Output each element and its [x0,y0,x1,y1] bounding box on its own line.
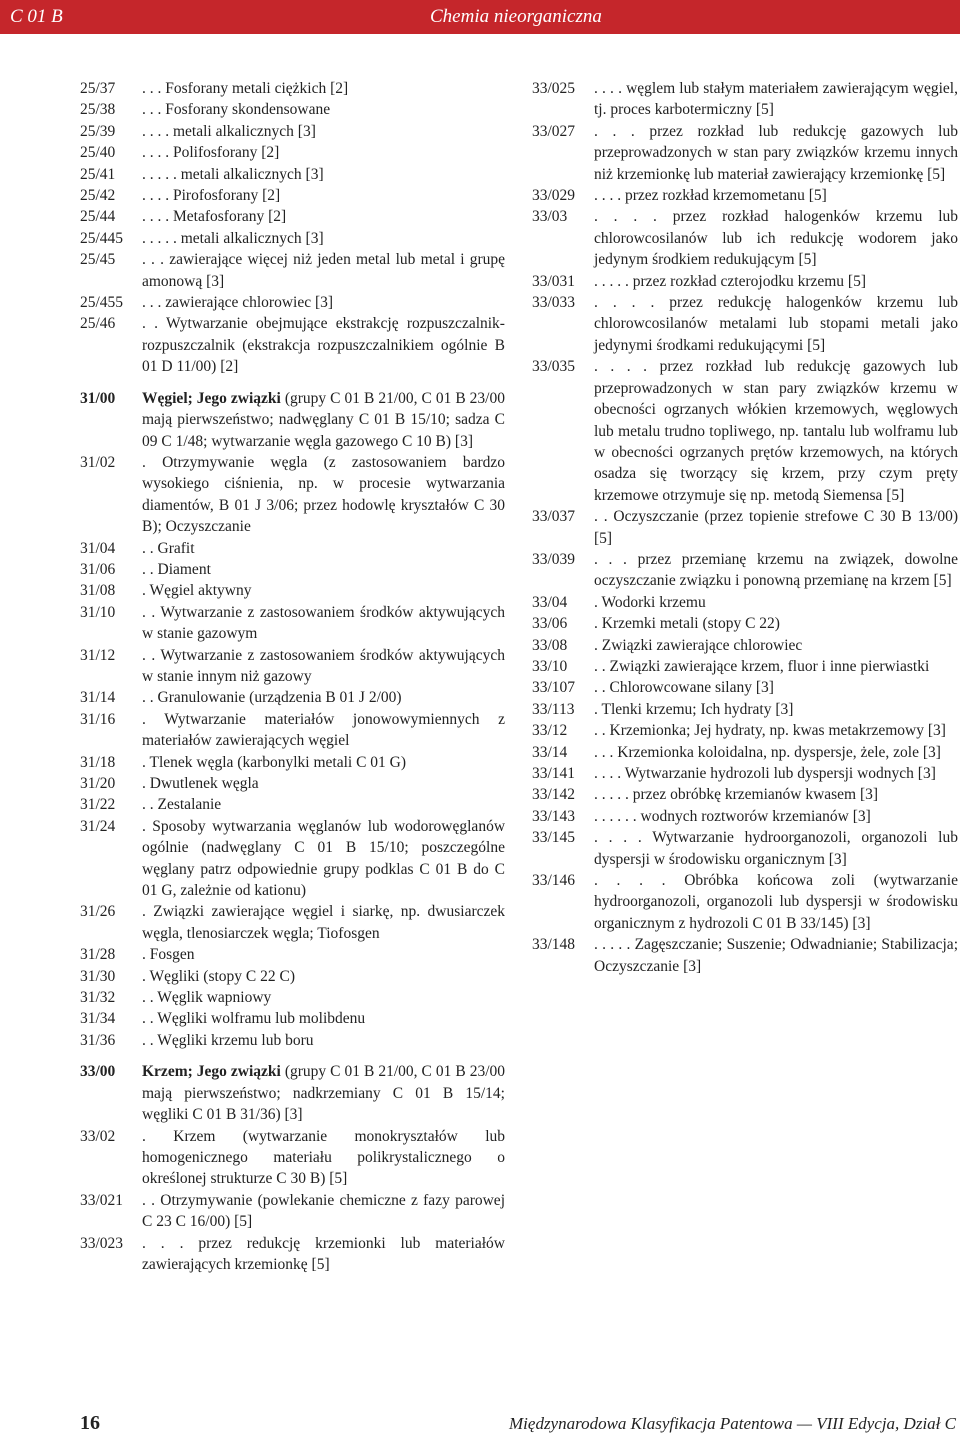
entry-level-dots: . [142,817,153,835]
section-code: C 01 B [10,6,63,27]
entry-code: 33/029 [532,187,576,205]
entry-code: 31/04 [80,539,116,557]
classification-entry [80,452,505,538]
entry-code: 31/16 [80,710,116,728]
entry-level-dots: . . . . [142,144,173,162]
classification-entry [532,699,958,720]
classification-entry [532,506,958,549]
entry-description [142,987,505,1008]
entry-text: węglem lub stałym materiałem zawierającym węgiel, tj. proces karbotermiczny [5] [594,80,958,119]
entry-level-dots: . . [142,796,158,814]
entry-text: zawierające chlorowiec [3] [165,294,334,312]
entry-text: Wodorki krzemu [601,593,706,611]
entry-code: 33/021 [80,1191,124,1209]
classification-entry [80,687,505,708]
classification-entry [532,206,958,270]
entry-text: Węglik wapniowy [157,989,272,1007]
entry-text: Fosgen [149,946,195,964]
entry-level-dots: . . . . . [594,786,633,804]
entry-description [594,506,958,549]
entry-description [594,356,958,506]
classification-entry [80,602,505,645]
entry-text: Grafit [157,539,195,557]
entry-description [142,709,505,752]
classification-entry [80,1233,505,1276]
entry-description [594,206,958,270]
classification-entry [532,271,958,292]
entry-text: Węgiel aktywny [149,582,252,600]
entry-code: 33/00 [80,1063,116,1081]
entry-text: przez redukcję krzemionki lub materiałów zawierających krzemionkę [5] [142,1234,505,1273]
entry-description [594,720,958,741]
entry-description [142,164,505,185]
entry-text: Obróbka końcowa zoli (wytwarzanie hydroorganozoli, organozoli lub dyspersji w środowisku organicznym z hydrozoli C 01 B 33/145) [3] [594,872,958,932]
entry-code: 33/037 [532,508,576,526]
classification-entry [532,592,958,613]
entry-description [594,121,958,185]
entry-description [142,1233,505,1276]
entry-code: 25/42 [80,187,116,205]
entry-code: 25/44 [80,208,116,226]
entry-level-dots: . . [142,560,158,578]
entry-code: 31/28 [80,946,116,964]
entry-level-dots: . . . . . [142,165,181,183]
entry-text: Wytwarzanie obejmujące ekstrakcję rozpuszczalnik-rozpuszczalnik (ekstrakcja rozpuszczalnikiem ogólnie B 01 D 11/00) [2] [142,315,505,376]
entry-code: 33/02 [80,1127,116,1145]
entry-text: Polifosforany [2] [173,144,280,162]
entry-text: metali alkalicznych [3] [173,122,316,140]
entry-level-dots: . [142,753,150,771]
classification-entry [532,185,958,206]
entry-code: 31/26 [80,903,116,921]
entry-code: 33/141 [532,765,576,782]
entry-level-dots: . [142,582,150,600]
entry-level-dots: . [142,1127,174,1145]
classification-entry [80,142,505,163]
classification-entry [80,538,505,559]
entry-level-dots: . . [594,722,610,740]
entry-text: Fosforany metali ciężkich [2] [165,80,349,97]
entry-description [142,1126,505,1190]
entry-code: 33/14 [532,743,568,761]
entry-text: Węgliki krzemu lub boru [157,1031,314,1049]
entry-description [594,549,958,592]
classification-entry [532,784,958,805]
entry-description [142,580,505,601]
entry-description [142,121,505,142]
classification-entry [80,1190,505,1233]
entry-description [594,677,958,698]
classification-entry [80,752,505,773]
entry-text: Dwutlenek węgla [149,775,259,792]
entry-text: Chlorowcowane silany [3] [609,679,774,697]
entry-text: przez rozkład lub redukcję gazowych lub przeprowadzonych w stan pary związków krzemu innych niż krzemionkę lub materiał zawierający krzemionkę [5] [594,122,958,183]
classification-entry [80,773,505,794]
entry-code: 33/06 [532,615,568,633]
entry-code: 25/39 [80,122,116,140]
entry-level-dots: . [142,453,163,471]
entry-code: 31/12 [80,646,116,664]
entry-text: Krzem (wytwarzanie monokryształów lub homogenicznego materiału polikrystalicznego o określonej strukturze C 30 B) [5] [142,1127,505,1188]
entry-level-dots: . . . [594,550,638,568]
entry-description [142,1008,505,1029]
entry-code: 33/04 [532,593,568,611]
classification-entry [80,901,505,944]
entry-text: przez rozkład lub redukcję gazowych lub przeprowadzonych w stan pary związków krzemu w obecności ogrzanych włókien krzemowych, węglowych lub metalu trudno topliwego, np. tantalu lub wolframu lub w obecności ogrzanych prętów krzemowych, na których osadza się tworzący się krzem, przy czym pręty krzemowe otrzymuje się np. metodą Siemensa [5] [594,358,958,504]
entry-description [594,656,958,677]
entry-level-dots: . . . [142,80,166,97]
entry-description [594,271,958,292]
entry-description [142,944,505,965]
entry-description [142,794,505,815]
entry-code: 25/45 [80,251,116,269]
entry-text: Krzemionka koloidalna, np. dyspersje, żele, zole [3] [617,743,941,761]
entry-code: 31/30 [80,967,116,985]
entry-description [142,452,505,538]
classification-entry [80,292,505,313]
classification-entry [532,121,958,185]
classification-entry [80,944,505,965]
classification-entry [532,549,958,592]
entry-text: Wytwarzanie hydroorganozoli, organozoli lub dyspersji w środowisku organicznym [3] [594,829,958,868]
classification-entry [80,580,505,601]
entry-text: Związki zawierające chlorowiec [601,636,803,654]
classification-entry [532,677,958,698]
entry-text: Wytwarzanie z zastosowaniem środków aktywujących w stanie innym niż gazowy [142,646,505,685]
entry-text: Krzemki metali (stopy C 22) [601,615,780,633]
entry-level-dots: . . [594,679,610,697]
entry-code: 33/113 [532,700,575,718]
entry-level-dots: . . . [142,101,166,119]
entry-description [594,613,958,634]
classification-entry [532,356,958,506]
entry-code: 25/41 [80,165,116,183]
entry-code: 33/027 [532,122,576,140]
entry-text: Wytwarzanie hydrozoli lub dyspersji wodnych [3] [624,765,936,782]
publication-title: Międzynarodowa Klasyfikacja Patentowa — VIII Edycja, Dział C [509,1414,956,1433]
entry-description [594,870,958,934]
entry-description [142,313,505,377]
entry-code: 31/10 [80,603,116,621]
classification-entry [532,934,958,977]
entry-text: Pirofosforany [2] [173,187,281,205]
left-column [80,78,505,1275]
entry-code: 25/38 [80,101,116,119]
entry-level-dots: . . . [142,294,166,312]
entry-text: Tlenki krzemu; Ich hydraty [3] [601,700,794,718]
entry-text: przez obróbkę krzemianów kwasem [3] [632,786,879,804]
entry-description [142,602,505,645]
entry-code: 33/148 [532,936,576,954]
classification-entry [80,164,505,185]
entry-text: (grupy C 01 B 21/00, C 01 B 23/00 mają pierwszeństwo; nadwęglany C 01 B 15/10; sadza C 09 C 1/48; wytwarzanie węgla gazowego C 10 B) [3] [142,389,505,450]
classification-entry [532,742,958,763]
entry-description [594,742,958,763]
entry-description [142,752,505,773]
entry-text: Fosforany skondensowane [165,101,331,119]
entry-level-dots: . . . . [594,294,670,312]
entry-text: Otrzymywanie (powlekanie chemiczne z fazy parowej C 23 C 16/00) [5] [142,1191,505,1231]
entry-description [142,559,505,580]
classification-entry [80,313,505,377]
classification-entry [532,870,958,934]
classification-entry [80,121,505,142]
entry-code: 25/445 [80,229,124,247]
entry-level-dots: . [594,700,602,718]
entry-level-dots: . . [142,1031,158,1049]
entry-text: Związki zawierające krzem, fluor i inne pierwiastki [609,657,930,675]
entry-level-dots: . . [142,1010,158,1028]
classification-entry [532,720,958,741]
entry-description [142,966,505,987]
classification-entry [532,806,958,827]
classification-entry [80,794,505,815]
entry-text: Zestalanie [157,796,222,814]
entry-level-dots: . . . . [594,872,685,890]
entry-text: wodnych roztworów krzemianów [3] [640,807,871,825]
entry-code: 31/06 [80,560,116,578]
entry-code: 33/031 [532,272,576,290]
classification-entry [532,656,958,677]
entry-description [142,645,505,688]
entry-level-dots: . [142,710,165,728]
entry-text: metali alkalicznych [3] [180,165,324,183]
classification-entry [80,816,505,902]
entry-description [142,1030,505,1051]
entry-level-dots: . . . . [594,80,627,97]
entry-text: Węgliki (stopy C 22 C) [149,967,296,985]
entry-code: 31/00 [80,389,116,407]
entry-description [142,185,505,206]
entry-description [142,206,505,227]
classification-entry [80,1008,505,1029]
entry-description [142,249,505,292]
entry-description [142,78,505,99]
entry-text: Związki zawierające węgiel i siarkę, np. dwusiarczek węgla, tlenosiarczek węgla; Tiofosgen [142,903,506,942]
classification-entry [532,827,958,870]
entry-description [142,292,505,313]
classification-entry [80,966,505,987]
entry-level-dots: . . . . [594,765,625,782]
classification-entry [80,559,505,580]
entry-code: 31/02 [80,453,116,471]
entry-level-dots: . . [142,689,158,707]
classification-entry [80,987,505,1008]
entry-description [142,901,505,944]
entry-level-dots: . . . [594,122,650,140]
classification-entry [80,249,505,292]
entry-level-dots: . . . . [594,358,660,376]
entry-level-dots: . . [142,646,161,664]
entry-level-dots: . . . . [594,187,625,205]
entry-description [142,773,505,794]
classification-entry [80,709,505,752]
entry-text: zawierające więcej niż jeden metal lub metal i grupę amonową [3] [142,251,505,290]
entry-description [142,816,505,902]
entry-description [142,142,505,163]
entry-text: przez rozkład czterojodku krzemu [5] [632,272,866,290]
page-header [0,0,960,34]
entry-level-dots: . . . . [142,122,173,140]
entry-text: Krzemionka; Jej hydraty, np. kwas metakrzemowy [3] [609,722,946,740]
entry-level-dots: . [142,775,150,792]
entry-text: Sposoby wytwarzania węglanów lub wodorowęglanów ogólnie (nadwęglany C 01 B 15/10; poszczególne węglany patrz odpowiednie grupy podklas C 01 B do C 01 G, zależnie od kationu) [142,817,506,900]
classification-entry [80,78,505,99]
entry-code: 31/14 [80,689,116,707]
section-title: Chemia nieorganiczna [430,6,602,27]
classification-entry [80,1030,505,1051]
entry-level-dots: . . [142,315,167,333]
entry-level-dots: . . . [142,251,170,269]
entry-main-heading: Węgiel; Jego związki [142,389,281,407]
entry-main-heading: Krzem; Jego związki [142,1063,281,1081]
entry-text: Metafosforany [2] [173,208,287,226]
entry-description [594,827,958,870]
classification-entry [80,1061,505,1125]
entry-text: Zagęszczanie; Suszenie; Odwadnianie; Stabilizacja; Oczyszczanie [3] [594,936,958,975]
entry-level-dots: . [594,593,602,611]
entry-description [594,78,958,121]
entry-level-dots: . . . . . . [594,807,641,825]
entry-description [594,763,958,784]
entry-code: 33/107 [532,679,576,697]
entry-code: 25/46 [80,315,116,333]
entry-description [142,228,505,249]
entry-code: 31/20 [80,775,116,792]
entry-description [142,538,505,559]
entry-code: 31/18 [80,753,116,771]
classification-entry [532,78,958,121]
entry-code: 25/455 [80,294,124,312]
entry-code: 33/039 [532,550,576,568]
entry-code: 33/10 [532,657,568,675]
classification-entry [532,635,958,656]
entry-text: Węgliki wolframu lub molibdenu [157,1010,366,1028]
entry-description [142,388,505,452]
entry-code: 31/32 [80,989,116,1007]
classification-entry [532,763,958,784]
entry-code: 33/12 [532,722,568,740]
classification-entry [80,206,505,227]
entry-text: Otrzymywanie węgla (z zastosowaniem bardzo wysokiego ciśnienia, np. w procesie wytwarzania diamentów, B 01 J 3/06; przez hodowlę kryształów C 30 B); Oczyszczanie [142,453,505,536]
entry-code: 33/146 [532,872,576,890]
entry-text: przez przemianę krzemu na związek, dowolne oczyszczanie związku i ponowną przemianę na krzem [5] [594,550,958,590]
entry-level-dots: . . . . . [594,272,633,290]
entry-code: 31/24 [80,817,116,835]
entry-level-dots: . [594,636,602,654]
classification-entry [532,613,958,634]
entry-code: 33/03 [532,208,568,226]
entry-code: 31/36 [80,1031,116,1049]
entry-level-dots: . . [594,508,614,526]
entry-level-dots: . . [594,657,610,675]
entry-level-dots: . . . [142,1234,199,1252]
entry-description [142,99,505,120]
classification-entry [80,228,505,249]
entry-level-dots: . [142,946,150,964]
entry-level-dots: . [142,967,150,985]
entry-level-dots: . . [142,989,158,1007]
entry-text: Oczyszczanie (przez topienie strefowe C 30 B 13/00) [5] [594,508,959,547]
classification-entry [80,99,505,120]
right-column [532,78,958,977]
entry-code: 33/025 [532,80,576,97]
entry-text: Granulowanie (urządzenia B 01 J 2/00) [157,689,402,707]
entry-description [594,806,958,827]
page-footer [0,1412,960,1440]
entry-code: 33/033 [532,294,576,312]
classification-entry [80,185,505,206]
entry-text: przez rozkład halogenków krzemu lub chlorowcosilanów lub ich redukcję wodorem jako jedynym środkiem redukującym [5] [594,208,959,269]
entry-code: 31/34 [80,1010,116,1028]
entry-description [142,687,505,708]
classification-entry [532,292,958,356]
entry-code: 31/22 [80,796,116,814]
entry-text: (grupy C 01 B 21/00, C 01 B 23/00 mają pierwszeństwo; nadkrzemiany C 01 B 15/14; węgliki C 01 B 31/36) [3] [142,1063,505,1124]
entry-description [594,185,958,206]
entry-code: 33/035 [532,358,576,376]
entry-description [594,784,958,805]
entry-code: 33/145 [532,829,576,847]
entry-level-dots: . . . . [594,208,673,226]
entry-code: 33/023 [80,1234,124,1252]
entry-code: 33/08 [532,636,568,654]
entry-description [594,699,958,720]
entry-text: Diament [157,560,211,578]
entry-level-dots: . . [142,1191,161,1209]
entry-level-dots: . . . . [142,208,173,226]
entry-level-dots: . . [142,539,158,557]
entry-description [594,635,958,656]
entry-level-dots: . . . . [142,187,173,205]
entry-code: 25/37 [80,80,116,97]
entry-description [142,1061,505,1125]
entry-text: przez rozkład krzemometanu [5] [625,187,827,205]
classification-entry [80,645,505,688]
entry-text: Wytwarzanie z zastosowaniem środków aktywujących w stanie gazowym [142,603,505,643]
page-number: 16 [80,1412,100,1434]
classification-entry [80,1126,505,1190]
entry-text: Tlenek węgla (karbonylki metali C 01 G) [149,753,407,771]
entry-level-dots: . . . [594,743,618,761]
classification-entry [80,388,505,452]
entry-level-dots: . . [142,603,161,621]
entry-text: metali alkalicznych [3] [180,229,324,247]
entry-description [594,934,958,977]
entry-code: 33/143 [532,807,576,825]
entry-level-dots: . . . . . [594,936,635,954]
entry-code: 25/40 [80,144,116,162]
entry-level-dots: . [142,903,154,921]
entry-description [142,1190,505,1233]
entry-level-dots: . . . . . [142,229,181,247]
entry-text: Wytwarzanie materiałów jonowowymiennych z materiałów zawierających węgiel [142,710,505,750]
entry-code: 31/08 [80,582,116,600]
entry-level-dots: . . . . [594,829,653,847]
entry-description [594,292,958,356]
entry-description [594,592,958,613]
entry-code: 33/142 [532,786,576,804]
entry-text: przez redukcję halogenków krzemu lub chlorowcosilanów metalami lub stopami metali jako jedynymi środkami redukującymi [5] [594,294,959,354]
entry-level-dots: . [594,615,602,633]
